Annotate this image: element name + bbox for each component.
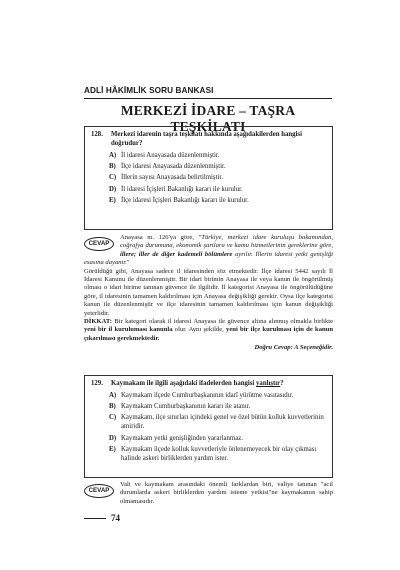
answer-paragraph-3: DİKKAT: Bir kategori olarak il idaresi Anayasa ile güvence altına alınmış olmakla birlikte yeni bir il kuruluması kanunla olur. Aynı şekilde, yeni bir ilçe kurulması için de kanun çıkarılması gerekmektedir. — [84, 318, 333, 342]
page-footer — [84, 513, 332, 523]
book-title: ADLİ HÂKİMLİK SORU BANKASI — [84, 86, 214, 95]
option-d: D) İl idaresi İçişleri Bakanlığı kararı ile kurulur. — [109, 185, 243, 193]
header-rule — [84, 98, 332, 99]
options-list — [89, 391, 328, 463]
option-b: B) İlçe idaresi Anayasada düzenlenmiştir. — [109, 163, 226, 171]
question-stem: Merkezi idarenin taşra teşkilatı hakkında aşağıdakilerden hangisi doğrudur? — [111, 131, 302, 147]
option-e: E) Kaymakam ilçede kolluk kuvvetleriyle önlenemeyecek bir olay çıkması halinde askeri birliklerden yardım ister. — [109, 445, 317, 462]
cevap-badge: CEVAP — [84, 484, 114, 498]
question-128-box — [84, 126, 333, 230]
option-a: A) İl idaresi Anayasada düzenlenmiştir. — [109, 152, 220, 159]
answer-129 — [84, 481, 333, 506]
answer-paragraph-2: Görüldüğü gibi, Anayasa sadece il idaresinden söz etmektedir. İlçe idaresi 5442 sayılı İl İdaresi Kanunu ile düzenlenmiştir. Bir idari birimin Anayasa ile veya kanun ile öngörülmüş olması o idari birime tanınan güvence ile ilgilidir. İl kategorisi Anayasa ile öngörülüdüğüne göre, il idaresinin tamamen kaldırılması için Anayasa değişikliği gerekir. Oysa ilçe kategorisi kanun ile düzenlenmiştir ve ilçe idaresinin tamamen kaldırılması için kanun değişikliği yeterlidir. — [84, 267, 333, 317]
question-129-box — [84, 375, 333, 478]
question-number: 129. — [91, 380, 103, 387]
chapter-title: MERKEZİ İDARE – TAŞRA TEŞKİLATI — [120, 103, 296, 134]
answer-128 — [84, 234, 333, 353]
cevap-badge: CEVAP — [84, 237, 114, 251]
option-d: D) Kaymakam yetki genişliğinden yararlanmaz. — [109, 434, 243, 442]
correct-answer: Doğru Cevap: A Seçeneğidir. — [254, 344, 333, 352]
option-c: C) Kaymakam, ilçe sınırları içindeki genel ve özel bütün kolluk kuvvetlerinin amiridir. — [109, 414, 324, 431]
answer-paragraph: Vali ve kaymakam arasındaki önemli farklardan biri, valiye tanınan "acil durumlarda askeri birliklerden yardım isteme yetkisi"ne kaymakamın sahip olmamasıdır. — [120, 481, 333, 505]
option-e: E) İlçe idaresi İçişleri Bakanlığı kararı ile kurulur. — [109, 196, 249, 204]
question-number: 128. — [91, 131, 103, 138]
option-a: A) Kaymakam ilçede Cumhurbaşkanının idarî yürütme vasıtasıdır. — [109, 392, 294, 399]
option-c: C) İllerin sayısı Anayasada belirtilmiştir. — [109, 174, 223, 182]
question-129-stem-row — [89, 379, 328, 388]
question-stem: Kaymakam ile ilgili aşağıdaki ifadelerden hangisi yanlıştır? — [111, 380, 284, 387]
question-128-stem-row — [89, 130, 328, 148]
footer-rule — [84, 518, 106, 519]
answer-paragraph-1: Anayasa m. 126'ya göre, "Türkiye, merkezi idare kuruluşu bakamından, coğrafya durumuna, ekonomik şartlara ve kamu hizmetlerinin gereklerine göre, illere; iller de diğer kademeli bölümlere ayrılır. İllerin idaresi yetki genişliği esasına dayanır." — [84, 234, 334, 267]
page-number: 74 — [111, 513, 120, 523]
option-b: B) Kaymakam Cumhurbaşkanının kararı ile atanır. — [109, 403, 251, 411]
options-list — [89, 151, 328, 205]
